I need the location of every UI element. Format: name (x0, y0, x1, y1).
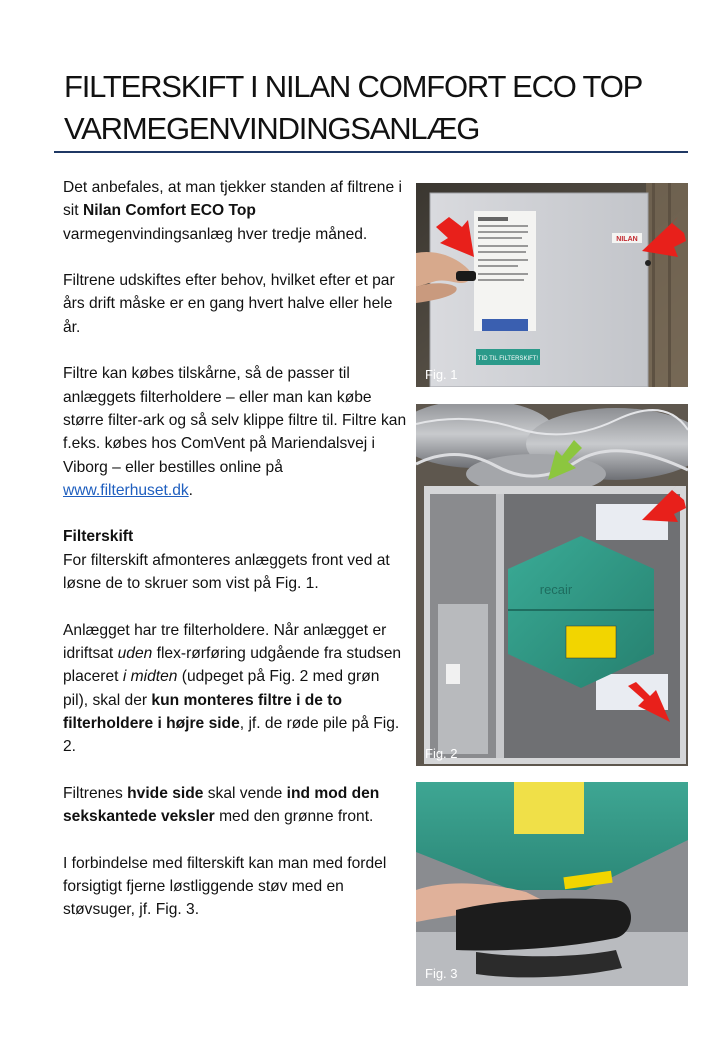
fig1-screw-left (456, 271, 476, 281)
title-line-2: VARMEGENVINDINGSANLÆG (64, 111, 480, 146)
intro-product-name: Nilan Comfort ECO Top (82, 202, 256, 220)
filterhuset-link[interactable]: www.filterhuset.dk (63, 481, 189, 499)
holders-text-2: flex-rørføring udgående fra studsen placeret (63, 644, 402, 686)
holders-text-1: Anlægget har tre filterholdere. Når anlægget er idriftsat (63, 621, 387, 662)
purchase-text-end: . (188, 481, 194, 499)
paragraph-vacuum: I forbindelse med filterskift kan man med fordel forsigtigt fjerne løstliggende støv med en støvsuger, jf. Fig. 3. (63, 854, 387, 919)
section-heading-filterskift: Filterskift (63, 528, 134, 546)
fig3-label: Fig. 3 (425, 966, 458, 981)
holders-text-3: (udpeget på Fig. 2 med grøn pil), skal der (63, 668, 380, 709)
intro-text-1: Det anbefales, at man tjekker standen af filtrene i sit (63, 179, 402, 220)
white-side-bold-2: ind mod den sekskantede veksler (63, 784, 380, 826)
fig1-brand-logo: NILAN (616, 236, 638, 243)
fig1-sticker-text: TID TIL FILTERSKIFT! (477, 356, 539, 362)
holders-emph-uden: uden (117, 644, 153, 662)
purchase-text: Filtre kan købes tilskårne, så de passer til anlæggets filterholdere – eller man kan købe større filter-ark og så selv klippe filtre til. Filtre kan f.eks. købes hos ComVent på Mariendalsvej i Viborg – eller bestilles online på (63, 365, 407, 476)
paragraph-intro (63, 176, 408, 246)
white-side-text-1: Filtrenes (63, 784, 128, 802)
figure-2-photo (416, 404, 688, 766)
paragraph-replacement: Filtrene udskiftes efter behov, hvilket efter et par års drift måske er en gang hvert halve eller hele år. (63, 272, 395, 336)
intro-text-2: varmegenvindingsanlæg hver tredje måned. (63, 225, 368, 243)
fig3-yellow-label (514, 782, 584, 834)
title-underline (54, 151, 688, 153)
paragraph-purchase (63, 362, 408, 502)
fig2-label: Fig. 2 (425, 746, 458, 761)
page-title (64, 66, 704, 150)
figure-3-photo (416, 782, 688, 986)
white-side-text-2: skal vende (203, 784, 287, 802)
white-side-bold-1: hvide side (127, 784, 204, 802)
holders-text-4: , jf. de røde pile på Fig. 2. (63, 714, 400, 756)
title-line-1: FILTERSKIFT I NILAN COMFORT ECO TOP (64, 69, 643, 104)
paragraph-filter-holders (63, 619, 408, 759)
holders-emph-midten: i midten (122, 668, 178, 686)
white-side-text-3: med den grønne front. (214, 808, 374, 826)
fig2-warning-label (566, 626, 616, 658)
fig1-screw-right (645, 260, 651, 266)
fig2-brand-logo: recair (539, 582, 573, 597)
body-text (63, 176, 408, 945)
holders-bold-instruction: kun monteres filtre i de to filterholdere i højre side (63, 691, 343, 732)
figure-1-photo (416, 183, 688, 387)
paragraph-remove-front: For filterskift afmonteres anlæggets front ved at løsne de to skruer som vist på Fig. 1. (63, 551, 390, 593)
fig1-label: Fig. 1 (425, 367, 458, 382)
paragraph-white-side (63, 782, 408, 829)
